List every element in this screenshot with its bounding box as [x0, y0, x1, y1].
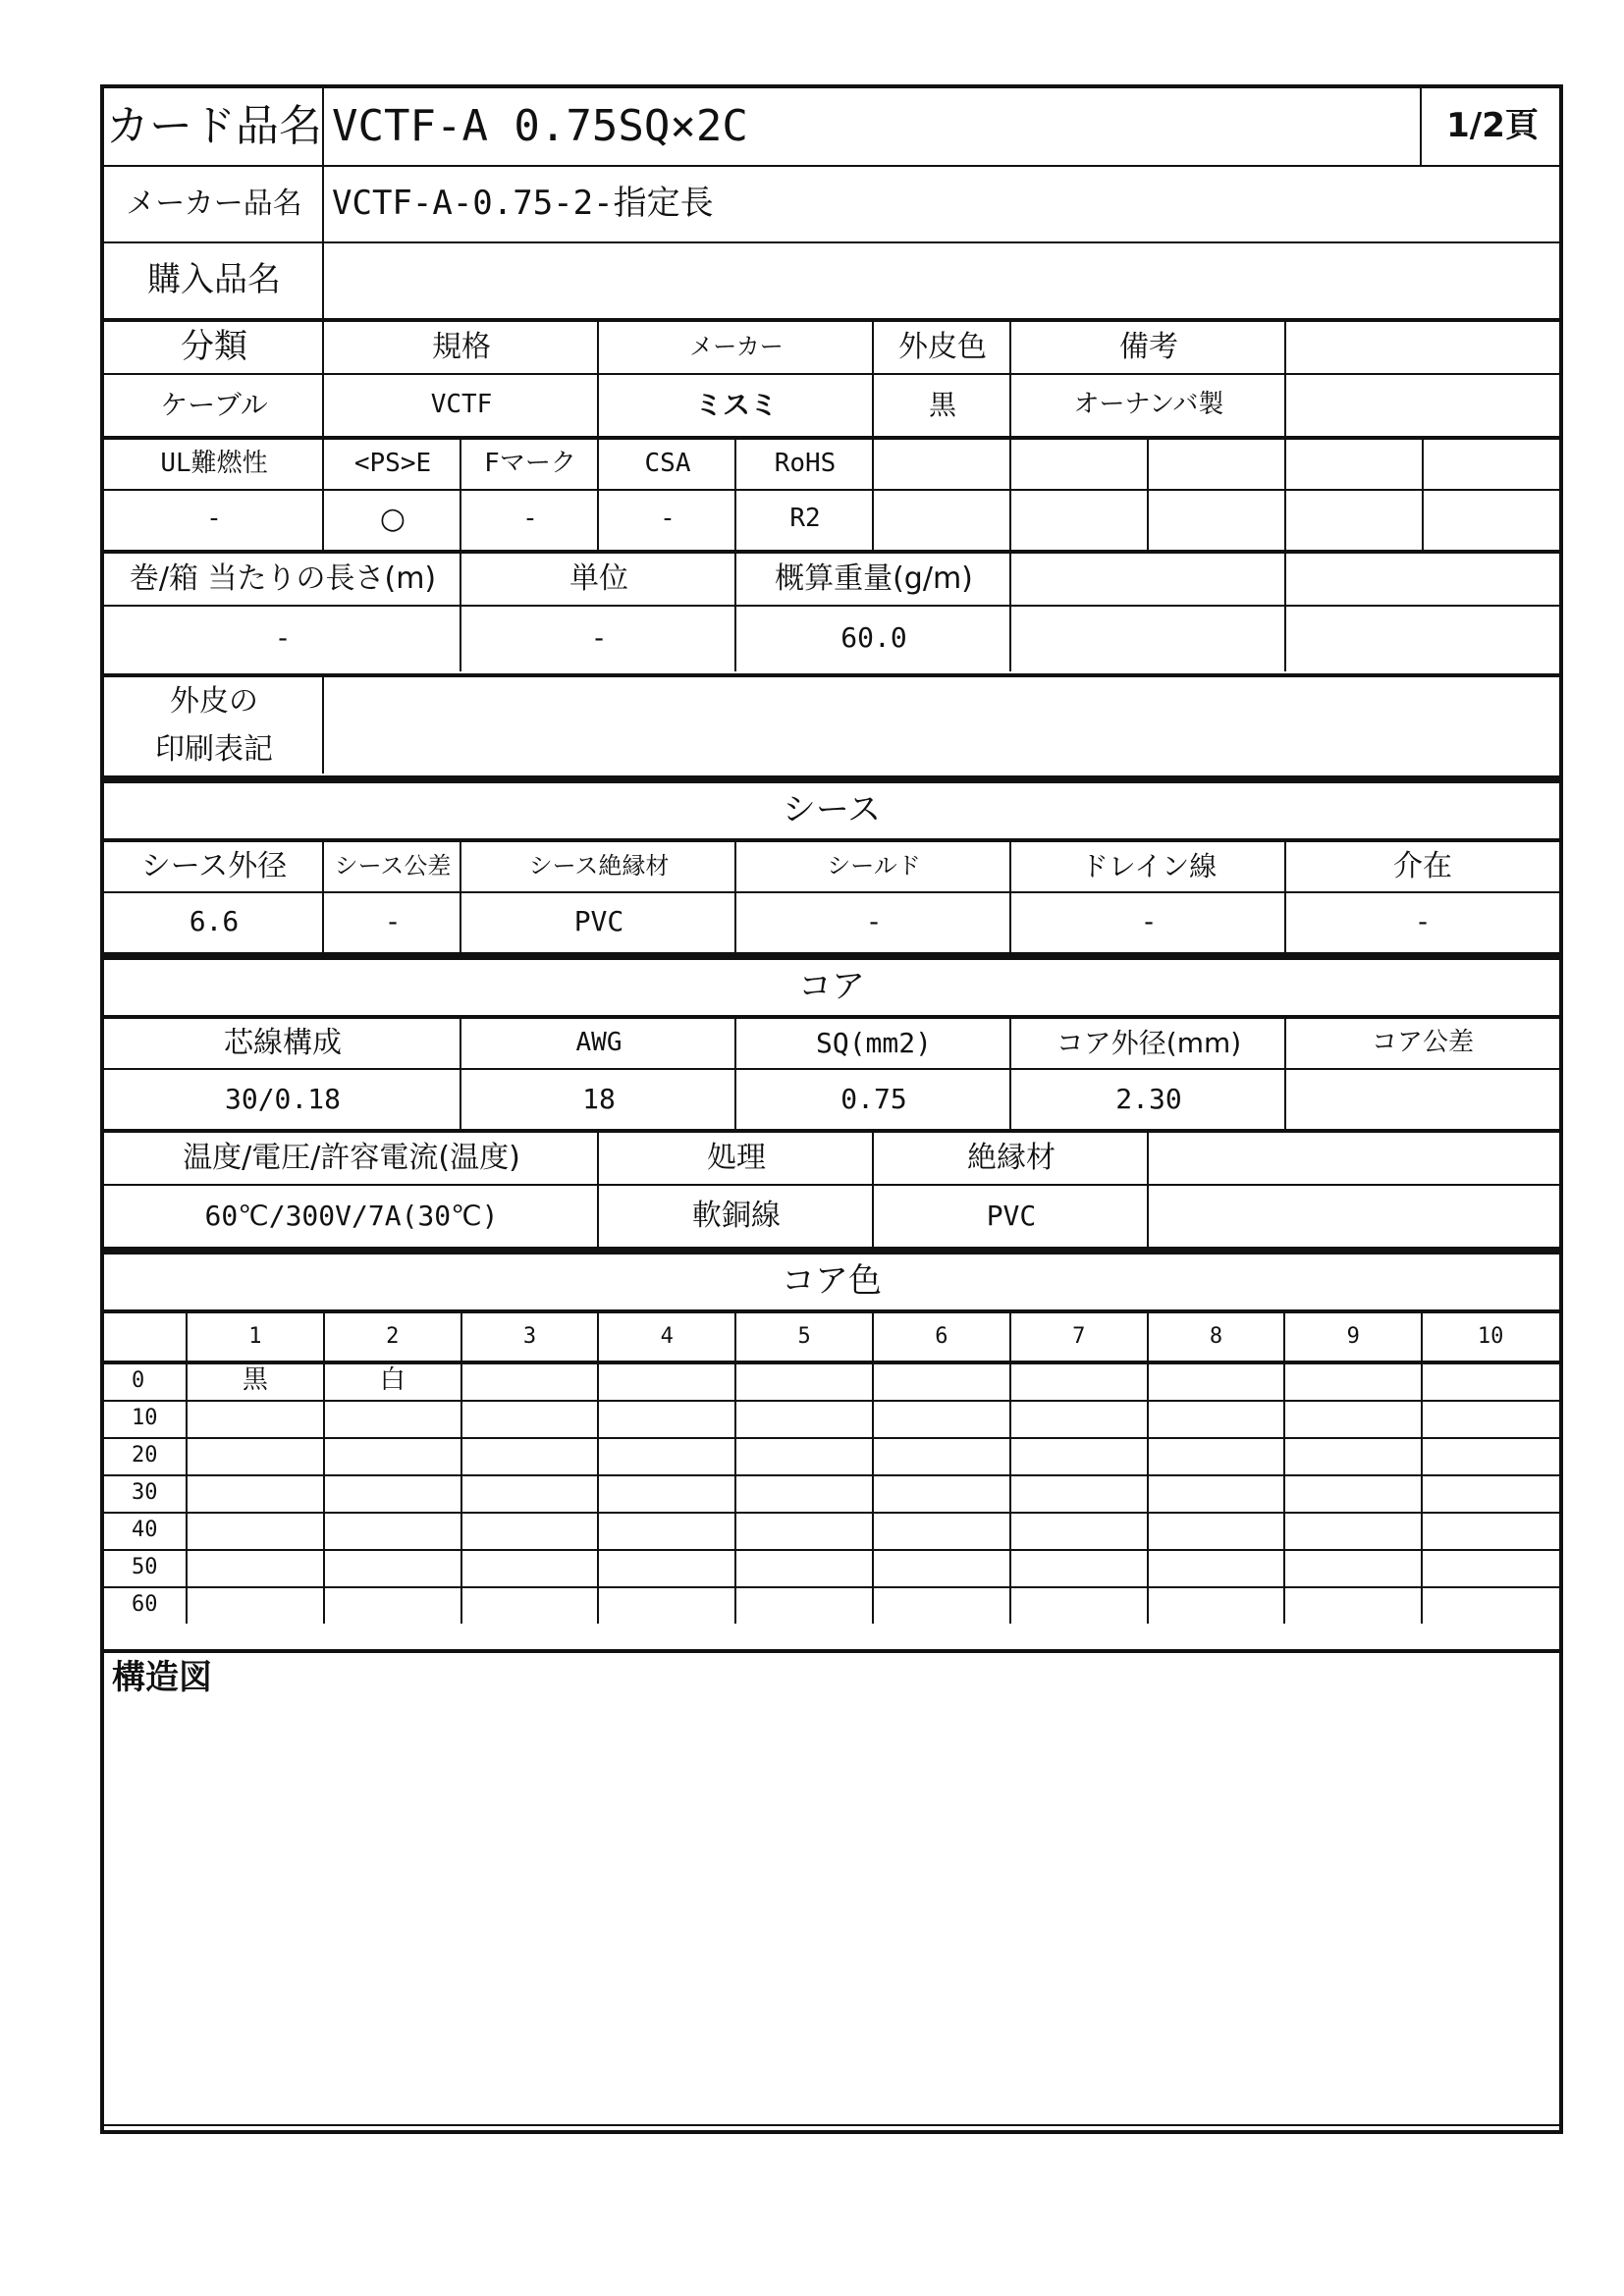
- core-color-cell: [1422, 1437, 1559, 1474]
- classification-header: 分類: [181, 327, 247, 367]
- packaging-value: [1011, 607, 1286, 669]
- certification-header: RoHS: [774, 449, 837, 479]
- core-color-cell: [461, 1586, 599, 1624]
- printing-value: [324, 677, 1561, 774]
- core-color-column-header: 3: [522, 1324, 537, 1350]
- core-color-cell: [1422, 1549, 1559, 1586]
- printing-label-line2: 印刷表記: [155, 731, 273, 767]
- core-color-cell: [1422, 1400, 1559, 1437]
- structure-diagram-area: [104, 1708, 1559, 2120]
- core-color-cell: [324, 1437, 461, 1474]
- certification-value: [1149, 491, 1286, 548]
- sheath-value: -: [1414, 904, 1432, 937]
- sheath-header: シールド: [827, 852, 921, 881]
- core-color-row-label: 60: [132, 1592, 158, 1618]
- sheath-header: シース公差: [334, 852, 452, 881]
- core-color-cell: [324, 1400, 461, 1437]
- core-color-row-label: 20: [132, 1443, 158, 1468]
- spec-sheet: [100, 84, 1563, 2134]
- core-color-row-label: 30: [132, 1480, 158, 1506]
- core-color-cell: [1148, 1362, 1285, 1400]
- core-color-cell: [735, 1437, 873, 1474]
- core-color-cell: [1148, 1512, 1285, 1549]
- core-color-column-header: 4: [660, 1324, 674, 1350]
- classification-value: 黒: [928, 388, 956, 421]
- packaging-value: -: [590, 620, 608, 654]
- core-color-cell: [735, 1512, 873, 1549]
- packaging-value: [1286, 607, 1559, 669]
- core-color-cell: [187, 1437, 324, 1474]
- certification-value: ○: [379, 501, 406, 536]
- core-color-cell: [1422, 1362, 1559, 1400]
- classification-header: メーカー: [689, 333, 784, 361]
- certification-header: [874, 440, 1011, 489]
- certification-value: [1424, 491, 1559, 548]
- packaging-value: 60.0: [840, 620, 907, 654]
- core-color-cell: [1284, 1474, 1422, 1512]
- classification-value: ミスミ: [694, 388, 778, 421]
- core-color-cell: [873, 1586, 1010, 1624]
- core-color-cell: [598, 1512, 735, 1549]
- core-color-cell: [461, 1437, 599, 1474]
- core-color-cell: [324, 1549, 461, 1586]
- sheath-header: シース絶縁材: [528, 852, 670, 881]
- core-color-cell: [1148, 1400, 1285, 1437]
- core-color-cell: [1284, 1512, 1422, 1549]
- core-spec-header: 処理: [707, 1140, 766, 1175]
- sheath-title: シース: [782, 790, 882, 830]
- classification-value: オーナンバ製: [1073, 390, 1224, 420]
- core-header: 芯線構成: [224, 1025, 342, 1060]
- core-color-cell: [1422, 1586, 1559, 1624]
- core-color-title: コア色: [782, 1261, 882, 1302]
- classification-value: VCTF: [430, 390, 493, 420]
- core-color-cell: [735, 1474, 873, 1512]
- maker-name-value: VCTF-A-0.75-2-指定長: [332, 184, 714, 224]
- sheath-value: PVC: [573, 904, 624, 937]
- packaging-header: 単位: [569, 561, 628, 596]
- purchase-name-value: [324, 243, 1561, 318]
- sheath-value: 6.6: [189, 904, 240, 937]
- core-color-cell: [1010, 1586, 1148, 1624]
- purchase-name-label: 購入品名: [147, 260, 281, 300]
- core-spec-value: 軟銅線: [692, 1198, 781, 1233]
- core-color-column-header: 2: [386, 1324, 400, 1350]
- core-color-cell: [1148, 1549, 1285, 1586]
- classification-header: 備考: [1119, 329, 1178, 364]
- core-color-cell: [873, 1549, 1010, 1586]
- certification-value: [1011, 491, 1149, 548]
- core-color-cell: [1010, 1549, 1148, 1586]
- core-color-cell: [873, 1437, 1010, 1474]
- core-value: 0.75: [840, 1082, 907, 1115]
- core-color-column-header: 7: [1072, 1324, 1086, 1350]
- sheath-value: -: [1140, 904, 1158, 937]
- core-color-cell: [1284, 1400, 1422, 1437]
- page-number: 1/2頁: [1446, 106, 1539, 146]
- core-color-cell: [598, 1362, 735, 1400]
- core-color-row-label: 40: [132, 1518, 158, 1543]
- core-color-cell: [1422, 1474, 1559, 1512]
- core-color-cell: [735, 1400, 873, 1437]
- core-color-cell: [1422, 1512, 1559, 1549]
- core-color-cell: [187, 1400, 324, 1437]
- core-color-column-header: 5: [797, 1324, 811, 1350]
- core-color-cell: [1010, 1437, 1148, 1474]
- packaging-header: [1286, 554, 1559, 605]
- core-color-cell: [735, 1362, 873, 1400]
- core-color-cell: [187, 1512, 324, 1549]
- packaging-value: -: [274, 620, 292, 654]
- core-color-cell: [1148, 1586, 1285, 1624]
- packaging-header: [1011, 554, 1286, 605]
- core-header: AWG: [575, 1028, 623, 1058]
- core-color-cell: [598, 1437, 735, 1474]
- core-color-cell: [324, 1474, 461, 1512]
- core-color-cell: [461, 1362, 599, 1400]
- core-spec-value: 60℃/300V/7A(30℃): [204, 1199, 499, 1232]
- core-color-cell: [461, 1400, 599, 1437]
- core-color-cell: [873, 1474, 1010, 1512]
- core-color-column-header: 6: [935, 1324, 948, 1350]
- core-color-cell: [598, 1549, 735, 1586]
- core-color-cell: 白: [379, 1365, 406, 1396]
- core-color-cell: [187, 1549, 324, 1586]
- certification-value: -: [206, 504, 222, 534]
- classification-header: 規格: [432, 329, 491, 364]
- classification-value: [1286, 375, 1559, 436]
- core-spec-header: [1149, 1133, 1559, 1184]
- core-color-cell: [324, 1586, 461, 1624]
- core-color-cell: [873, 1362, 1010, 1400]
- core-header: コア公差: [1371, 1028, 1474, 1058]
- core-color-cell: [1284, 1549, 1422, 1586]
- certification-header: UL難燃性: [160, 449, 268, 479]
- certification-header: <PS>E: [353, 449, 432, 479]
- core-color-row-label: 0: [132, 1368, 145, 1394]
- certification-header: [1286, 440, 1424, 489]
- certification-value: -: [660, 504, 676, 534]
- classification-header: [1286, 322, 1559, 373]
- core-color-row-label: 50: [132, 1555, 158, 1580]
- core-value: 18: [582, 1082, 616, 1115]
- certification-value: [1286, 491, 1424, 548]
- packaging-header: 巻/箱 当たりの長さ(m): [129, 561, 437, 596]
- core-color-cell: [461, 1474, 599, 1512]
- core-color-cell: [735, 1586, 873, 1624]
- core-color-cell: [187, 1586, 324, 1624]
- core-color-cell: [1010, 1474, 1148, 1512]
- classification-header: 外皮色: [898, 329, 987, 364]
- core-color-cell: [1010, 1362, 1148, 1400]
- structure-label: 構造図: [112, 1658, 212, 1698]
- core-color-cell: [598, 1586, 735, 1624]
- core-color-cell: [735, 1549, 873, 1586]
- sheath-header: シース外径: [140, 848, 288, 883]
- core-color-cell: [1284, 1437, 1422, 1474]
- core-color-cell: [598, 1474, 735, 1512]
- sheath-value: -: [384, 904, 402, 937]
- core-color-corner: [104, 1313, 187, 1361]
- core-value: [1286, 1070, 1559, 1129]
- core-color-cell: [1284, 1362, 1422, 1400]
- core-title: コア: [798, 967, 865, 1007]
- certification-value: [874, 491, 1011, 548]
- card-name-value: VCTF-A 0.75SQ×2C: [332, 100, 748, 151]
- core-color-cell: [187, 1474, 324, 1512]
- core-color-cell: [324, 1512, 461, 1549]
- core-color-cell: [1284, 1586, 1422, 1624]
- card-name-label: カード品名: [106, 100, 322, 151]
- core-color-column-header: 8: [1209, 1324, 1223, 1350]
- core-color-cell: [873, 1400, 1010, 1437]
- core-header: コア外径(mm): [1056, 1026, 1242, 1059]
- sheath-header: ドレイン線: [1080, 849, 1218, 882]
- maker-name-label: メーカー品名: [126, 186, 302, 221]
- core-value: 30/0.18: [224, 1082, 341, 1115]
- printing-label-line1: 外皮の: [170, 683, 258, 719]
- core-value: 2.30: [1115, 1082, 1182, 1115]
- core-color-cell: [1010, 1512, 1148, 1549]
- certification-value: R2: [789, 504, 821, 534]
- sheath-value: -: [865, 904, 883, 937]
- core-spec-value: PVC: [986, 1199, 1037, 1232]
- certification-header: [1011, 440, 1149, 489]
- classification-value: ケーブル: [160, 388, 268, 421]
- core-color-cell: [461, 1549, 599, 1586]
- sheath-header: 介在: [1393, 848, 1452, 883]
- core-color-cell: [1148, 1474, 1285, 1512]
- certification-header: CSA: [644, 449, 691, 479]
- core-color-column-header: 9: [1346, 1324, 1360, 1350]
- certification-header: Fマーク: [484, 449, 576, 479]
- certification-header: [1149, 440, 1286, 489]
- core-color-row-label: 10: [132, 1406, 158, 1431]
- core-color-column-header: 1: [248, 1324, 262, 1350]
- core-color-cell: [461, 1512, 599, 1549]
- core-color-cell: [1010, 1400, 1148, 1437]
- core-spec-header: 絶縁材: [967, 1140, 1056, 1175]
- core-spec-header: 温度/電圧/許容電流(温度): [183, 1140, 520, 1175]
- core-color-column-header: 10: [1477, 1324, 1504, 1350]
- core-color-cell: [598, 1400, 735, 1437]
- packaging-header: 概算重量(g/m): [775, 561, 973, 596]
- core-color-cell: [1148, 1437, 1285, 1474]
- core-spec-value: [1149, 1186, 1559, 1247]
- core-color-cell: 黒: [242, 1365, 268, 1396]
- certification-header: [1424, 440, 1559, 489]
- core-header: SQ(mm2): [815, 1026, 932, 1059]
- certification-value: -: [522, 504, 538, 534]
- core-color-cell: [873, 1512, 1010, 1549]
